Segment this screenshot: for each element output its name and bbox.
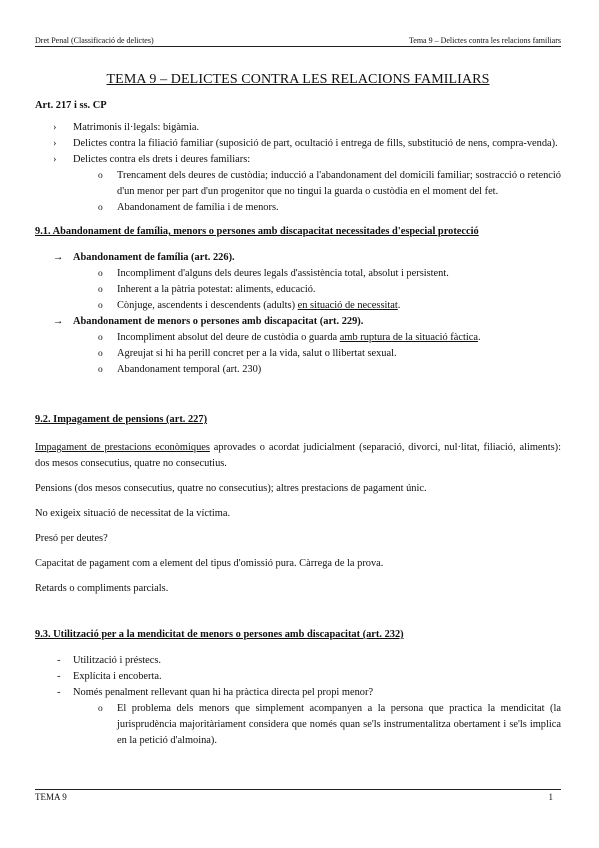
page-number: 1: [548, 792, 553, 802]
paragraph: Impagament de prestacions econòmiques aprovades o acordat judicialment (separació, divorci, nul·litat, filiació, aliments): dos mesos consecutius, quatre no consecutius.: [35, 442, 562, 469]
sub-list-item: o Abandonament temporal (art. 230): [35, 362, 561, 378]
section-heading-9-1: 9.1. Abandonament de família, menors o persones amb discapacitat necessitades d'especial protecció: [35, 226, 479, 237]
sub-list-item: o Agreujat si hi ha perill concret per a la vida, salut o llibertat sexual.: [35, 346, 561, 362]
sub-list-item: o Trencament dels deures de custòdia; inducció a l'abandonament del domicili familiar; sostracció o retenció d'un menor per part d'un progenitor que no tingui la guarda o custòdia en el moment del fet.: [98, 170, 561, 197]
list-item: - Només penalment rellevant quan hi ha pràctica directa pel propi menor?: [35, 685, 561, 701]
bullet-marker: ›: [53, 154, 57, 165]
circle-marker: o: [98, 704, 103, 714]
document-body: [35, 98, 561, 749]
arrow-icon: →: [53, 252, 64, 263]
header-left: Dret Penal (Classificació de delictes): [35, 36, 154, 45]
paragraph: Retards o compliments parcials.: [35, 583, 169, 594]
sub-list-item: o Cònjuge, ascendents i descendents (adults) en situació de necessitat.: [35, 298, 561, 314]
arrow-icon: →: [53, 316, 64, 327]
section-heading-9-3: 9.3. Utilització per a la mendicitat de menors o persones amb discapacitat (art. 232): [35, 629, 404, 640]
intro-heading: Art. 217 i ss. CP: [35, 100, 107, 111]
section-heading-9-2: 9.2. Impagament de pensions (art. 227): [35, 414, 208, 425]
dash-marker: -: [57, 655, 61, 666]
circle-marker: o: [98, 285, 103, 295]
paragraph: Presó per deutes?: [35, 533, 108, 544]
paragraph: No exigeix situació de necessitat de la víctima.: [35, 508, 231, 519]
paragraph: Capacitat de pagament com a element del tipus d'omissió pura. Càrrega de la prova.: [35, 558, 384, 569]
section-9-3-list: [35, 653, 561, 749]
circle-marker: o: [98, 171, 103, 181]
list-item: - Explícita i encoberta.: [35, 669, 561, 685]
sub-list-item: o Incompliment d'alguns dels deures legals d'assistència total, absolut i persistent.: [35, 266, 561, 282]
sub-list-item: o Abandonament de família i de menors.: [35, 200, 561, 216]
sub-list-item: o El problema dels menors que simplement acompanyen a la persona que practica la mendicitat (la jurisprudència majoritàriament considera que només quan se'ls instrumentalitza obertament i se'ls implica en la petició d'almoina).: [98, 703, 561, 746]
footer-left: TEMA 9: [35, 792, 67, 802]
dash-marker: -: [57, 687, 61, 698]
header-divider: [35, 46, 561, 47]
header-right: Tema 9 – Delictes contra les relacions familiars: [408, 36, 561, 45]
bullet-marker: ›: [53, 138, 57, 149]
list-item: › Matrimonis il·legals: bigàmia.: [35, 120, 561, 136]
group-title-abandonament-familia: → Abandonament de família (art. 226).: [35, 250, 561, 266]
list-item: › Delictes contra la filiació familiar (suposició de part, ocultació i entrega de fills, substitució de nens, compra-venda).: [35, 136, 561, 152]
list-item: - Utilització i préstecs.: [35, 653, 561, 669]
circle-marker: o: [98, 269, 103, 279]
dash-marker: -: [57, 671, 61, 682]
page-title: TEMA 9 – DELICTES CONTRA LES RELACIONS FAMILIARS: [106, 72, 490, 87]
sub-list-item: o Incompliment absolut del deure de custòdia o guarda amb ruptura de la situació fàctica.: [35, 330, 561, 346]
group-title-abandonament-menors: → Abandonament de menors o persones amb discapacitat (art. 229).: [35, 314, 561, 330]
paragraph: Pensions (dos mesos consecutius, quatre no consecutius); altres prestacions de pagament únic.: [35, 483, 427, 494]
intro-list: [35, 120, 561, 216]
circle-marker: o: [98, 203, 103, 213]
section-9-1-body: [35, 250, 561, 378]
circle-marker: o: [98, 301, 103, 311]
bullet-marker: ›: [53, 122, 57, 133]
circle-marker: o: [98, 349, 103, 359]
circle-marker: o: [98, 365, 103, 375]
list-item: › Delictes contra els drets i deures familiars:: [35, 152, 561, 168]
sub-list-item: o Inherent a la pàtria potestat: aliments, educació.: [35, 282, 561, 298]
circle-marker: o: [98, 333, 103, 343]
footer-divider: [35, 789, 561, 790]
